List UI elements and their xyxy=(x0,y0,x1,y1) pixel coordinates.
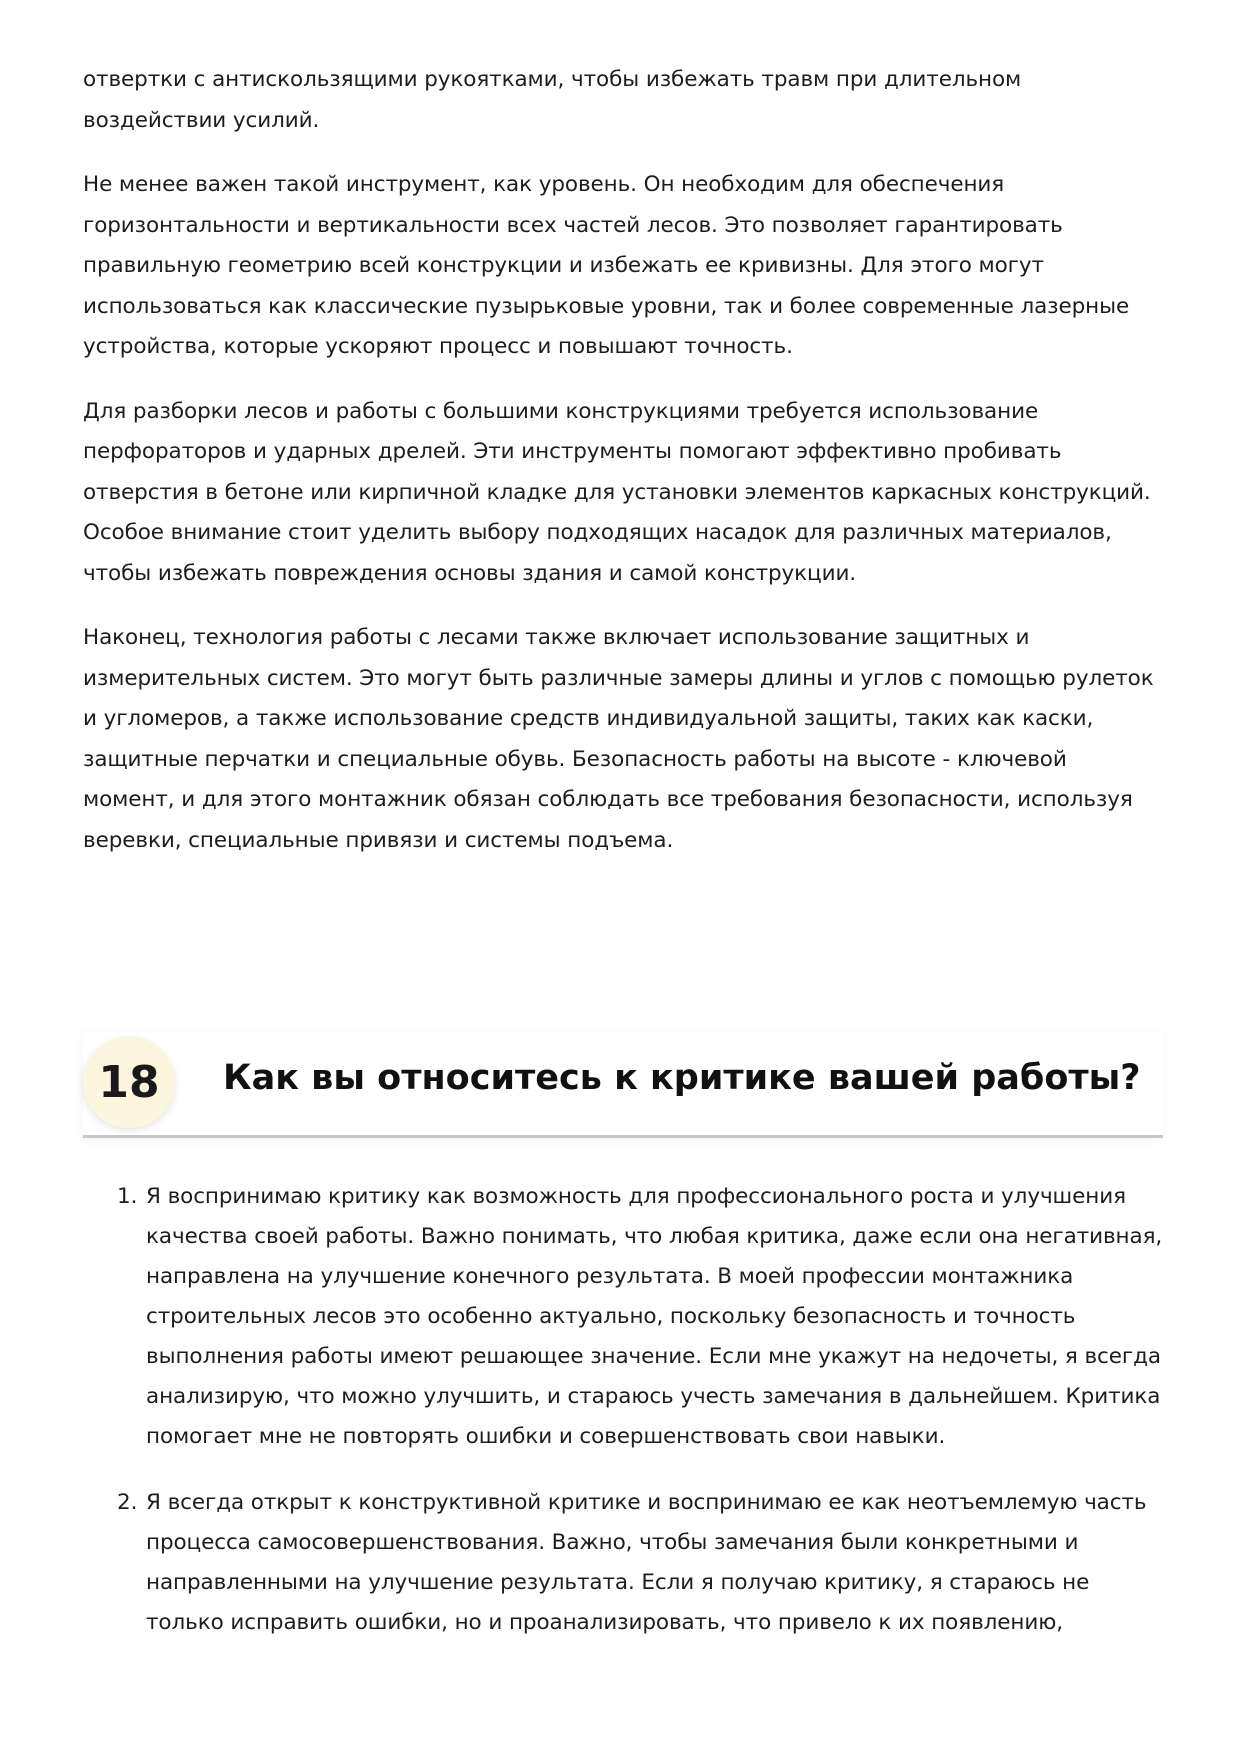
question-header xyxy=(83,1032,1163,1137)
list-item-number: 2. xyxy=(117,1490,138,1515)
paragraph: отвертки с антискользящими рукоятками, чтобы избежать травм при длительном воздействии усилий. xyxy=(83,67,1022,133)
paragraph: Наконец, технология работы с лесами также включает использование защитных и измерительных систем. Это могут быть различные замеры длины и углов с помощью рулеток и угломеров, а также использование средств индивидуальной защиты, таких как каски, защитные перчатки и специальные обувь. Безопасность работы на высоте - ключевой момент, и для этого монтажник обязан соблюдать все требования безопасности, используя веревки, специальные привязи и системы подъема. xyxy=(83,625,1154,853)
document-body xyxy=(83,60,1163,885)
paragraph: Не менее важен такой инструмент, как уровень. Он необходим для обеспечения горизонтальности и вертикальности всех частей лесов. Это позволяет гарантировать правильную геометрию всей конструкции и избежать ее кривизны. Для этого могут использоваться как классические пузырьковые уровни, так и более современные лазерные устройства, которые ускоряют процесс и повышают точность. xyxy=(83,172,1130,359)
list-item xyxy=(83,1177,1163,1457)
paragraph: Для разборки лесов и работы с большими конструкциями требуется использование перфораторов и ударных дрелей. Эти инструменты помогают эффективно пробивать отверстия в бетоне или кирпичной кладке для установки элементов каркасных конструкций. Особое внимание стоит уделить выбору подходящих насадок для различных материалов, чтобы избежать повреждения основы здания и самой конструкции. xyxy=(83,398,1151,586)
list-item-text: Я воспринимаю критику как возможность для профессионального роста и улучшения качества своей работы. Важно понимать, что любая критика, даже если она негативная, направлена на улучшение конечного результата. В моей профессии монтажника строительных лесов это особенно актуально, поскольку безопасность и точность выполнения работы имеют решающее значение. Если мне укажут на недочеты, я всегда анализирую, что можно улучшить, и стараюсь учесть замечания в дальнейшем. Критика помогает мне не повторять ошибки и совершенствовать свои навыки. xyxy=(146,1184,1163,1449)
question-title: Как вы относитесь к критике вашей работы? xyxy=(223,1058,1141,1098)
list-item-text: Я всегда открыт к конструктивной критике и воспринимаю ее как неотъемлемую часть процесса самосовершенствования. Важно, чтобы замечания были конкретными и направленными на улучшение результата. Если я получаю критику, я стараюсь не только исправить ошибки, но и проанализировать, что привело к их появлению, xyxy=(146,1490,1147,1635)
question-card xyxy=(83,1032,1163,1138)
list-item-number: 1. xyxy=(117,1184,138,1209)
answer-list xyxy=(83,1177,1163,1669)
list-item xyxy=(83,1483,1163,1643)
question-number-badge: 18 xyxy=(83,1036,175,1128)
